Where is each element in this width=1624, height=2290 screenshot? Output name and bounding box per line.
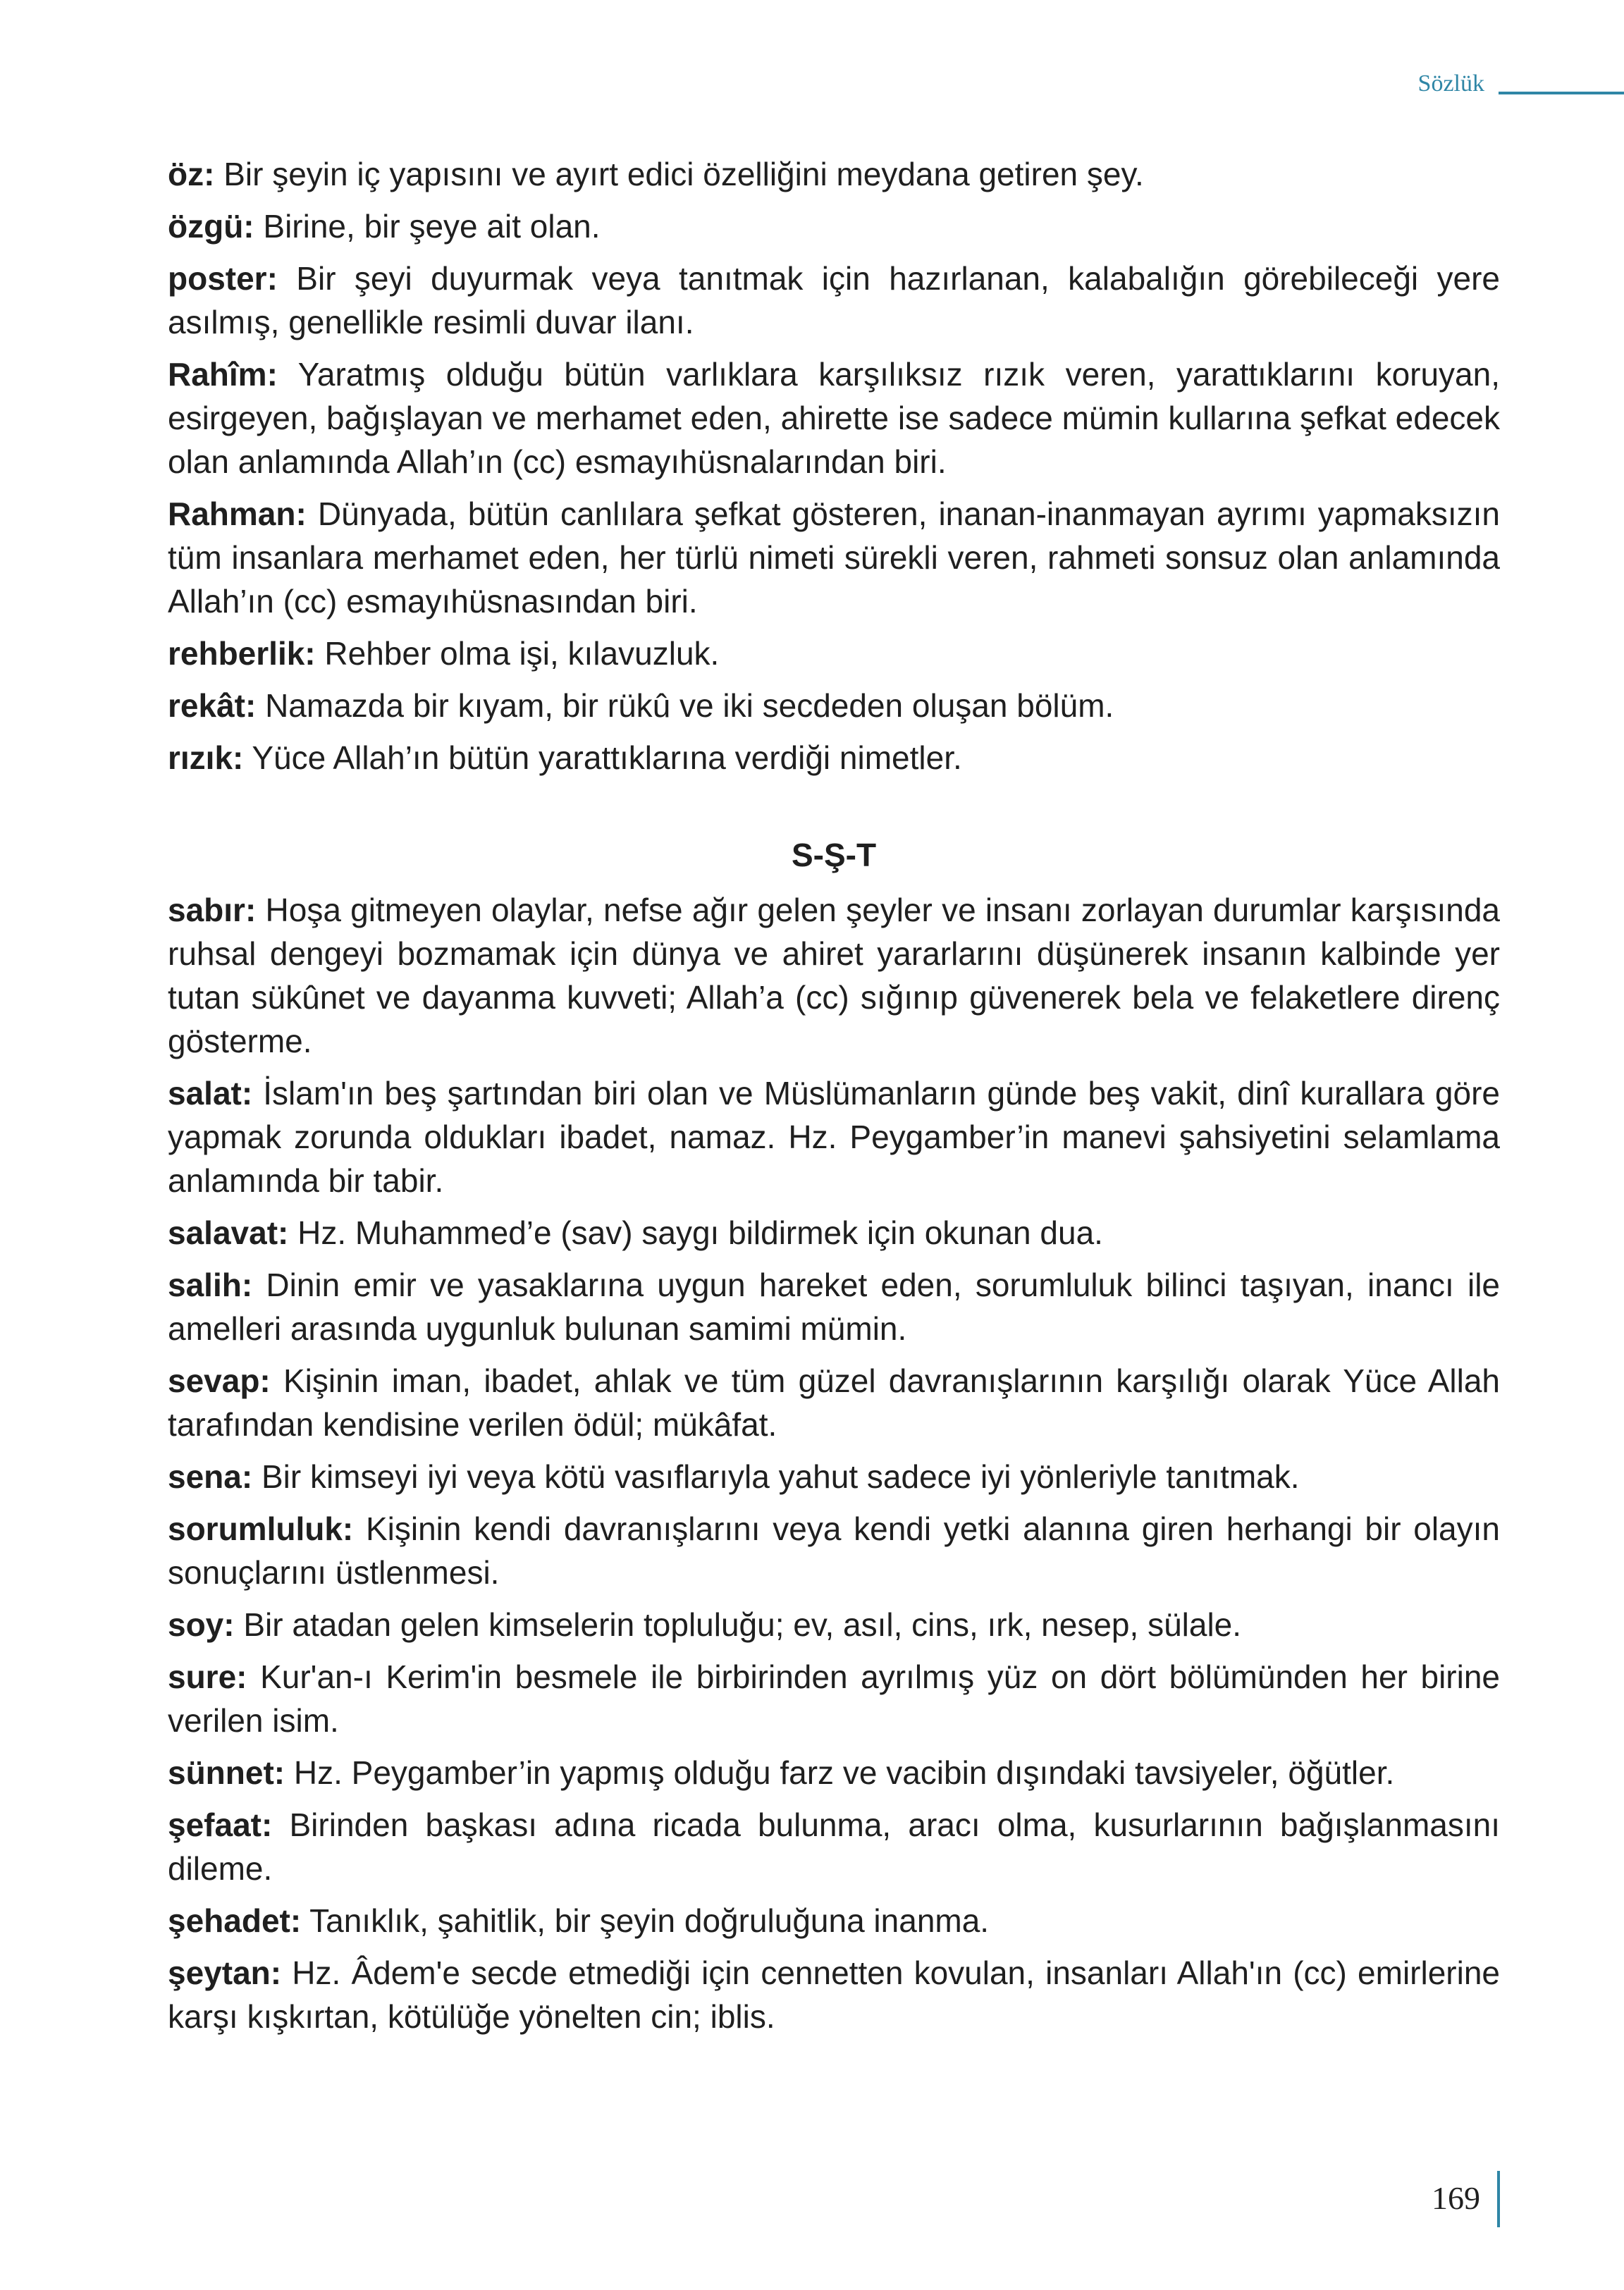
glossary-definition: Kur'an-ı Kerim'in besmele ile birbirinden ayrılmış yüz on dört bölümünden her birine verilen isim. [168,1658,1501,1739]
glossary-definition: Birine, bir şeye ait olan. [263,208,601,245]
glossary-definition: Yaratmış olduğu bütün varlıklara karşılıksız rızık veren, yarattıklarını koruyan, esirgeyen, bağışlayan ve merhamet eden, ahirette ise sadece mümin kullarına şefkat edecek olan anlamında Allah’ın (cc) esmayıhüsnalarından biri. [168,356,1501,480]
glossary-term: öz: [168,156,215,192]
glossary-term: sure: [168,1658,247,1695]
glossary-definition: Hoşa gitmeyen olaylar, nefse ağır gelen şeyler ve insanı zorlayan durumlar karşısında ruhsal dengeyi bozmamak için dünya ve ahiret yararlarını düşünerek insanın kalbinde yer tutan sükûnet ve dayanma kuvveti; Allah’a (cc) sığınıp güvenerek bela ve felaketlere direnç gösterme. [168,892,1500,1059]
glossary-term: rekât: [168,687,257,724]
glossary-content [168,152,1500,2047]
glossary-term: özgü: [168,208,254,245]
page-header [0,70,1624,99]
page-footer [0,2171,1624,2227]
glossary-entry [168,204,1500,248]
glossary-definition: Bir şeyin iç yapısını ve ayırt edici özelliğini meydana getiren şey. [223,156,1144,192]
glossary-term: salavat: [168,1214,289,1251]
glossary-entry [168,632,1500,675]
glossary-definition: Hz. Âdem'e secde etmediği için cennetten kovulan, insanları Allah'ın (cc) emirlerine karşı kışkırtan, kötülüğe yönelten cin; iblis. [168,1954,1500,2035]
glossary-entry [168,1507,1500,1594]
glossary-term: rızık: [168,739,244,776]
glossary-entry [168,888,1500,1063]
glossary-term: salih: [168,1267,253,1303]
header-label: Sözlük [1417,70,1484,97]
glossary-entry [168,1211,1500,1255]
glossary-definition: Bir şeyi duyurmak veya tanıtmak için hazırlanan, kalabalığın görebileceği yere asılmış, genellikle resimli duvar ilanı. [168,260,1501,340]
glossary-definition: Kişinin iman, ibadet, ahlak ve tüm güzel davranışlarının karşılığı olarak Yüce Allah tarafından kendisine verilen ödül; mükâfat. [168,1362,1501,1443]
glossary-term: sorumluluk: [168,1510,354,1547]
footer-rule [1497,2171,1500,2227]
glossary-term: soy: [168,1606,235,1643]
glossary-term: şefaat: [168,1806,273,1843]
section-heading: S-Ş-T [791,837,877,873]
glossary-term: sünnet: [168,1754,285,1791]
glossary-definition: Birinden başkası adına ricada bulunma, aracı olma, kusurlarının bağışlanmasını dileme. [168,1806,1501,1887]
glossary-definition: Kişinin kendi davranışlarını veya kendi yetki alanına giren herhangi bir olayın sonuçlarını üstlenmesi. [168,1510,1501,1591]
glossary-entry [168,152,1500,196]
page-number: 169 [1432,2180,1480,2216]
glossary-entry [168,1359,1500,1446]
glossary-entry [168,492,1500,623]
glossary-term: rehberlik: [168,635,316,672]
glossary-definition: Bir atadan gelen kimselerin topluluğu; ev, asıl, cins, ırk, nesep, sülale. [243,1606,1242,1643]
glossary-term: sabır: [168,892,257,928]
glossary-term: Rahîm: [168,356,278,393]
glossary-entry [168,1071,1500,1202]
glossary-entry [168,352,1500,484]
glossary-entry [168,684,1500,727]
glossary-term: şehadet: [168,1902,302,1939]
glossary-entry [168,1603,1500,1646]
glossary-definition: İslam'ın beş şartından biri olan ve Müslümanların günde beş vakit, dinî kurallara göre yapmak zorunda oldukları ibadet, namaz. Hz. Peygamber’in manevi şahsiyetini selamlama anlamında bir tabir. [168,1075,1500,1199]
glossary-entry [168,1899,1500,1943]
glossary-entry [168,1655,1500,1742]
glossary-definition: Hz. Muhammed’e (sav) saygı bildirmek için okunan dua. [297,1214,1103,1251]
glossary-definition: Namazda bir kıyam, bir rükû ve iki secdeden oluşan bölüm. [265,687,1114,724]
glossary-term: poster: [168,260,278,297]
glossary-entry [168,1751,1500,1795]
glossary-definition: Bir kimseyi iyi veya kötü vasıflarıyla yahut sadece iyi yönleriyle tanıtmak. [261,1458,1300,1495]
glossary-entry [168,736,1500,780]
glossary-entry [168,1803,1500,1890]
glossary-definition: Rehber olma işi, kılavuzluk. [324,635,720,672]
glossary-definition: Dinin emir ve yasaklarına uygun hareket eden, sorumluluk bilinci taşıyan, inancı ile amelleri arasında uygunluk bulunan samimi mümin. [168,1267,1500,1347]
glossary-entry [168,1263,1500,1350]
glossary-term: sena: [168,1458,253,1495]
glossary-entry [168,1455,1500,1498]
glossary-term: sevap: [168,1362,271,1399]
glossary-definition: Tanıklık, şahitlik, bir şeyin doğruluğuna inanma. [309,1902,990,1939]
glossary-entry [168,1951,1500,2038]
glossary-group-2 [168,888,1500,2038]
glossary-term: salat: [168,1075,253,1112]
glossary-term: Rahman: [168,495,307,532]
glossary-group-1 [168,152,1500,780]
glossary-term: şeytan: [168,1954,282,1991]
glossary-entry [168,257,1500,344]
glossary-definition: Yüce Allah’ın bütün yarattıklarına verdiği nimetler. [252,739,962,776]
glossary-definition: Dünyada, bütün canlılara şefkat gösteren, inanan-inanmayan ayrımı yapmaksızın tüm insanlara merhamet eden, her türlü nimeti sürekli veren, rahmeti sonsuz olan anlamında Allah’ın (cc) esmayıhüsnasından biri. [168,495,1500,620]
header-rule [1499,92,1624,94]
glossary-definition: Hz. Peygamber’in yapmış olduğu farz ve vacibin dışındaki tavsiyeler, öğütler. [293,1754,1395,1791]
